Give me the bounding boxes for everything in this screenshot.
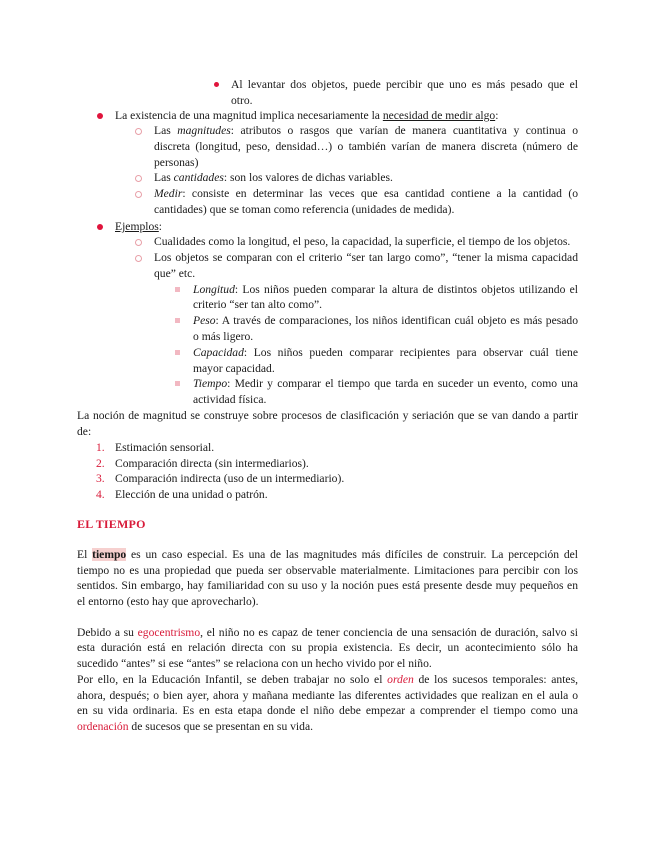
list-number: 4. [96,488,105,501]
text-line: discreta (longitud, peso, densidad…) o también varían de manera discreta (número de [154,140,578,153]
text-line: Por ello, en la Educación Infantil, se deben trabajar no solo el orden de los sucesos temporales: antes, [77,673,578,686]
text-line: el entorno (esto hay que aprovecharlo). [77,595,259,608]
text-line: Los objetos se comparan con el criterio “ser tan largo como”, “tener la misma capacidad [154,251,578,264]
text-line: Medir: consiste en determinar las veces que esa cantidad contiene a la cantidad (o [154,187,578,200]
text-line: mayor capacidad. [193,362,275,375]
text-line: Capacidad: Los niños pueden comparar recipientes para observar cuál tiene [193,346,578,359]
text-line: en su vida ordinaria. Es en esta etapa donde el niño debe empezar a comprender el tiempo como una [77,704,578,717]
text-line: La existencia de una magnitud implica necesariamente la necesidad de medir algo: [115,109,499,122]
bullet-icon [214,82,219,87]
list-number: 2. [96,457,105,470]
text-line: otro. [231,94,253,107]
text-line: ahora, después; o bien ayer, ahora y mañana mediante las diferentes actividades que realizan en el aula o [77,689,578,702]
text-line: Las cantidades: son los valores de dichas variables. [154,171,393,184]
bullet-icon [135,239,142,246]
highlighted-word: tiempo [92,548,127,561]
text-line: sentidos. Sin embargo, hay familiaridad con su uso y la noción pues está presente desde muy pequeños en [77,579,578,592]
bullet-icon [135,255,142,262]
text-line: de: [77,425,92,438]
text-line: cantidades) que se toman como referencia (unidades de medida). [154,203,455,216]
bullet-icon [135,128,142,135]
text-line: sucedido “antes” si ese “antes” se relaciona con un hecho vivido por el niño. [77,657,432,670]
text-line: esta duración está en relación directa con su propia existencia. Es decir, un acontecimiento sólo ha [77,641,578,654]
text-line: Al levantar dos objetos, puede percibir que uno es más pesado que el [231,78,578,91]
text-line: La noción de magnitud se construye sobre procesos de clasificación y seriación que se van dando a partir [77,409,578,422]
bullet-icon [175,381,180,386]
list-item: Comparación directa (sin intermediarios). [115,457,309,470]
text-line: Longitud: Los niños pueden comparar la altura de distintos objetos utilizando el [193,283,578,296]
text-line: Debido a su egocentrismo, el niño no es capaz de tener conciencia de una sensación de duración, salvo si [77,626,578,639]
list-item: Elección de una unidad o patrón. [115,488,268,501]
text-line: Cualidades como la longitud, el peso, la capacidad, la superficie, el tiempo de los objetos. [154,235,571,248]
bullet-icon [135,175,142,182]
list-number: 1. [96,441,105,454]
bullet-icon [175,318,180,323]
list-item: Comparación indirecta (uso de un intermediario). [115,472,345,485]
text-line: actividad física. [193,393,267,406]
text-line: El tiempo es un caso especial. Es una de las magnitudes más difíciles de construir. La percepción del [77,548,579,561]
bullet-icon [175,350,180,355]
text-line: tiempo no es una propiedad que pueda ser observable materialmente. Limitaciones para percibir con los [77,564,578,577]
bullet-icon [135,191,142,198]
text-line: que” etc. [154,267,196,280]
text-line: ordenación de sucesos que se presentan en su vida. [77,720,313,733]
text-line: Tiempo: Medir y comparar el tiempo que tarda en suceder un evento, como una [193,377,578,390]
text-line: criterio “ser tan alto como”. [193,298,323,311]
bullet-icon [175,287,180,292]
text-line: o más ligero. [193,330,254,343]
bullet-icon [97,113,103,119]
bullet-icon [97,224,103,230]
text-line: Las magnitudes: atributos o rasgos que varían de manera cuantitativa y continua o [154,124,578,137]
text-line: Ejemplos: [115,220,163,233]
list-number: 3. [96,472,105,485]
list-item: Estimación sensorial. [115,441,215,454]
section-heading: EL TIEMPO [77,517,146,531]
text-line: Peso: A través de comparaciones, los niños identifican cuál objeto es más pesado [193,314,578,327]
text-line: personas) [154,156,199,169]
